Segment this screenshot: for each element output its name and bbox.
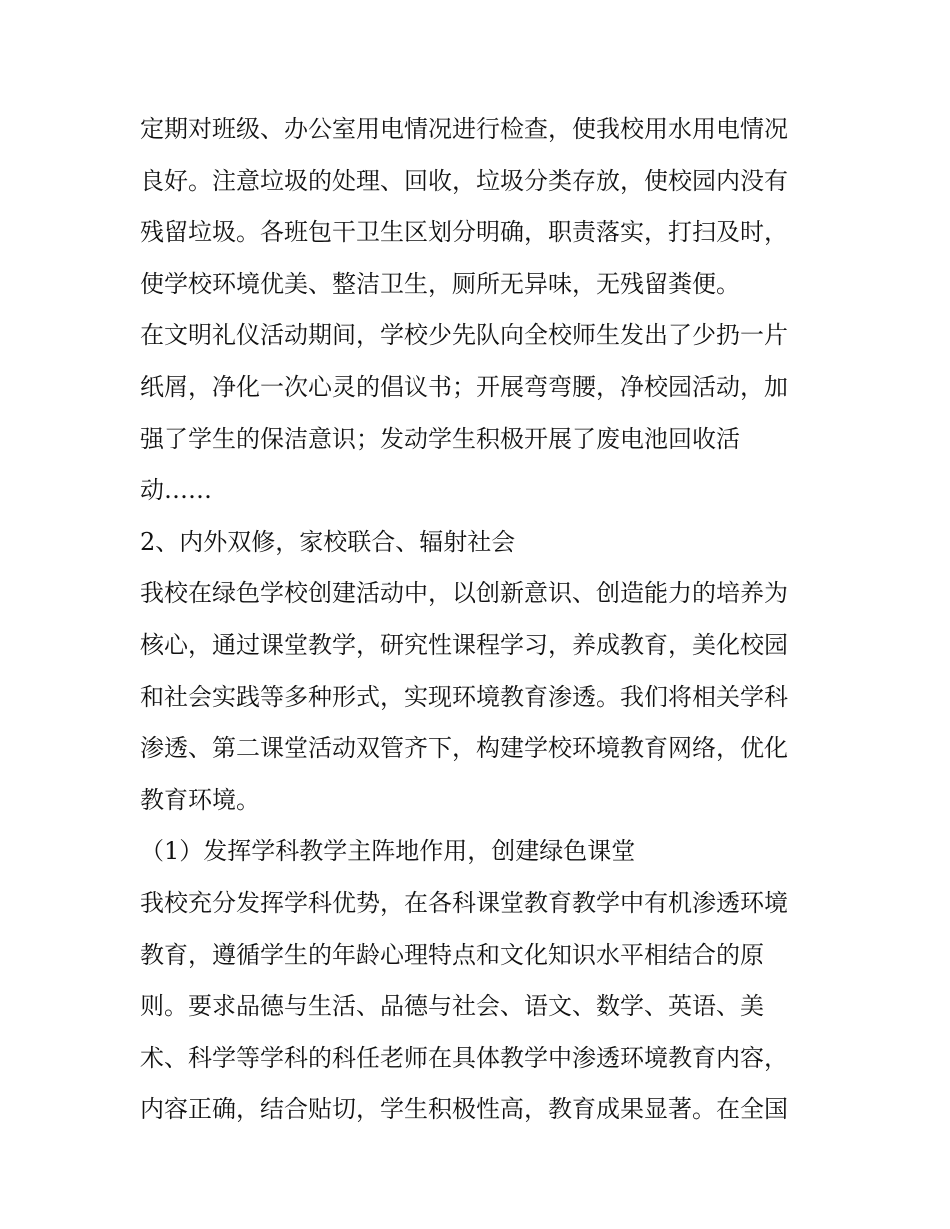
text-line: 则。要求品德与生活、品德与社会、语文、数学、英语、美 — [140, 992, 764, 1021]
text-line: 渗透、第二课堂活动双管齐下，构建学校环境教育网络，优化 — [140, 734, 788, 763]
text-line: 教育环境。 — [140, 785, 260, 814]
text-line: 术、科学等学科的科任老师在具体教学中渗透环境教育内容， — [140, 1043, 788, 1072]
text-line: 定期对班级、办公室用电情况进行检查，使我校用水用电情况 — [140, 115, 788, 143]
text-line: 内容正确，结合贴切，学生积极性高，教育成果显著。在全国 — [140, 1095, 788, 1124]
text-line: 我校在绿色学校创建活动中，以创新意识、创造能力的培养为 — [140, 579, 788, 608]
text-line: 纸屑，净化一次心灵的倡议书；开展弯弯腰，净校园活动，加 — [140, 372, 788, 401]
text-line: 我校充分发挥学科优势，在各科课堂教育教学中有机渗透环境 — [140, 888, 788, 917]
text-line: 强了学生的保洁意识；发动学生积极开展了废电池回收活 — [140, 424, 740, 453]
subsection-heading: （1）发挥学科教学主阵地作用，创建绿色课堂 — [140, 837, 636, 866]
text-line: 教育，遵循学生的年龄心理特点和文化知识水平相结合的原 — [140, 940, 764, 969]
text-line: 核心，通过课堂教学，研究性课程学习，养成教育，美化校园 — [140, 630, 788, 659]
text-line: 在文明礼仪活动期间，学校少先队向全校师生发出了少扔一片 — [140, 321, 788, 350]
text-line: 和社会实践等多种形式，实现环境教育渗透。我们将相关学科 — [140, 682, 788, 711]
document-body — [140, 104, 830, 1136]
text-line: 良好。注意垃圾的处理、回收，垃圾分类存放，使校园内没有 — [140, 166, 788, 195]
section-heading: 2、内外双修，家校联合、辐射社会 — [140, 527, 516, 556]
text-line: 残留垃圾。各班包干卫生区划分明确，职责落实，打扫及时， — [140, 218, 788, 247]
text-line: 动…… — [140, 476, 212, 505]
text-line: 使学校环境优美、整洁卫生，厕所无异味，无残留粪便。 — [140, 269, 740, 298]
